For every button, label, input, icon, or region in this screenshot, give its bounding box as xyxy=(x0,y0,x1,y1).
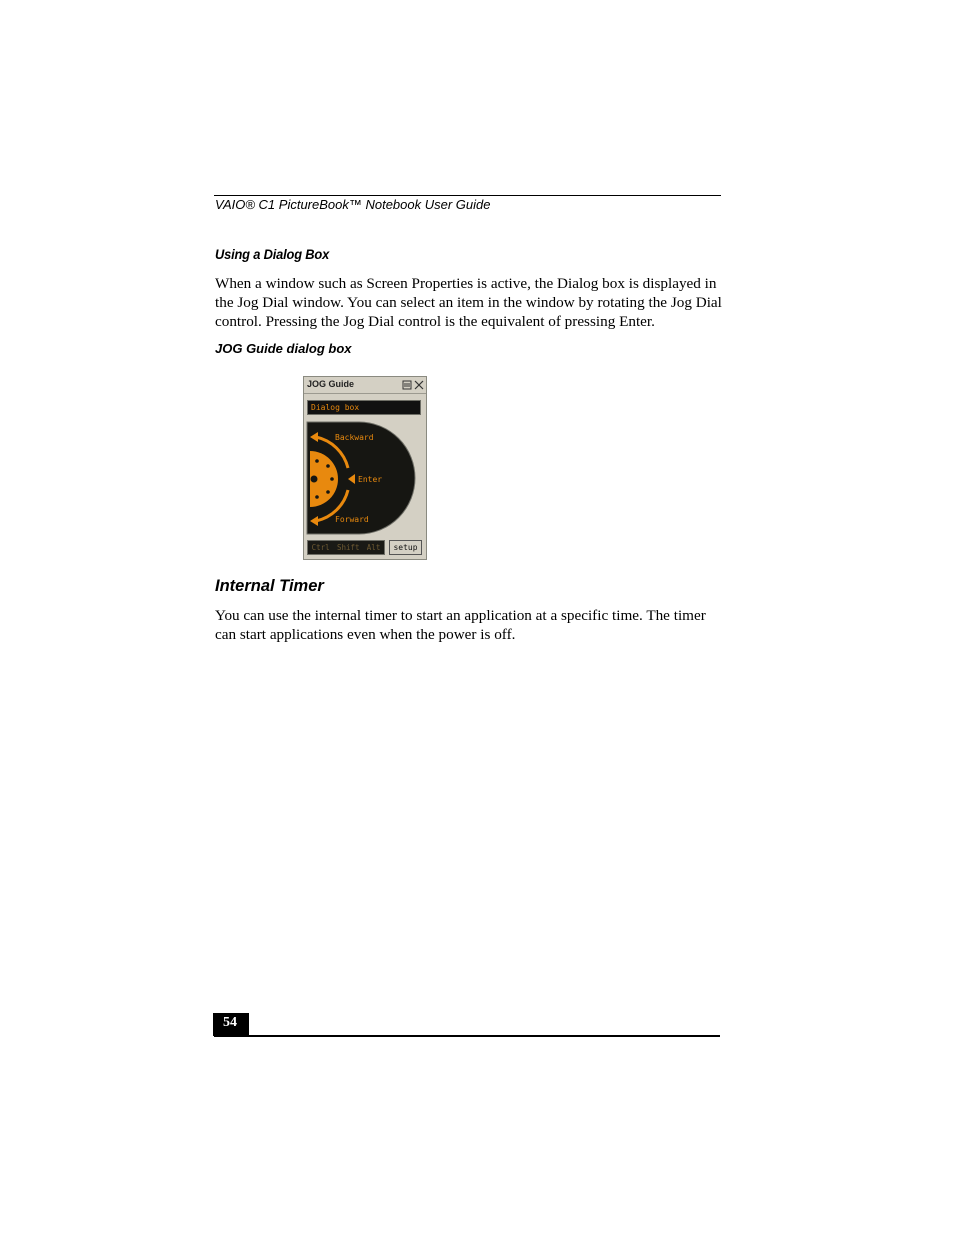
body-paragraph-dialog-box: When a window such as Screen Properties is active, the Dialog box is displayed in the Jog Dial window. You can select an item in the window by rotating the Jog Dial control. Pressing the Jog Dial control is the equivalent of pressing Enter. xyxy=(215,275,722,330)
forward-label: Forward xyxy=(335,515,369,524)
jog-guide-title: JOG Guide xyxy=(307,379,355,389)
backward-label: Backward xyxy=(335,433,374,442)
body-paragraph-internal-timer: You can use the internal timer to start an application at a specific time. The timer can start applications even when the power is off. xyxy=(215,607,706,643)
ctrl-indicator: Ctrl xyxy=(311,543,330,552)
section-subheading: Using a Dialog Box xyxy=(215,246,330,262)
jog-guide-window xyxy=(303,376,427,560)
jog-mode-field: Dialog box xyxy=(307,400,421,415)
page-number: 54 xyxy=(223,1015,237,1030)
figure-caption: JOG Guide dialog box xyxy=(215,341,352,356)
running-header: VAIO® C1 PictureBook™ Notebook User Guide xyxy=(215,197,491,212)
page-number-box xyxy=(213,1013,249,1036)
dial-hub-dot xyxy=(311,476,318,483)
alt-indicator: Alt xyxy=(366,543,381,552)
setup-button[interactable]: setup xyxy=(389,540,422,555)
shift-indicator: Shift xyxy=(336,543,360,552)
section-title: Internal Timer xyxy=(215,577,324,595)
jog-guide-titlebar xyxy=(304,377,426,394)
enter-label: Enter xyxy=(358,475,383,484)
jog-dial-graphic xyxy=(304,420,426,538)
footer-rule xyxy=(214,1035,720,1037)
modifier-key-bar xyxy=(307,540,385,555)
menu-icon[interactable] xyxy=(402,380,412,390)
close-icon[interactable] xyxy=(414,380,424,390)
header-rule xyxy=(214,195,721,196)
